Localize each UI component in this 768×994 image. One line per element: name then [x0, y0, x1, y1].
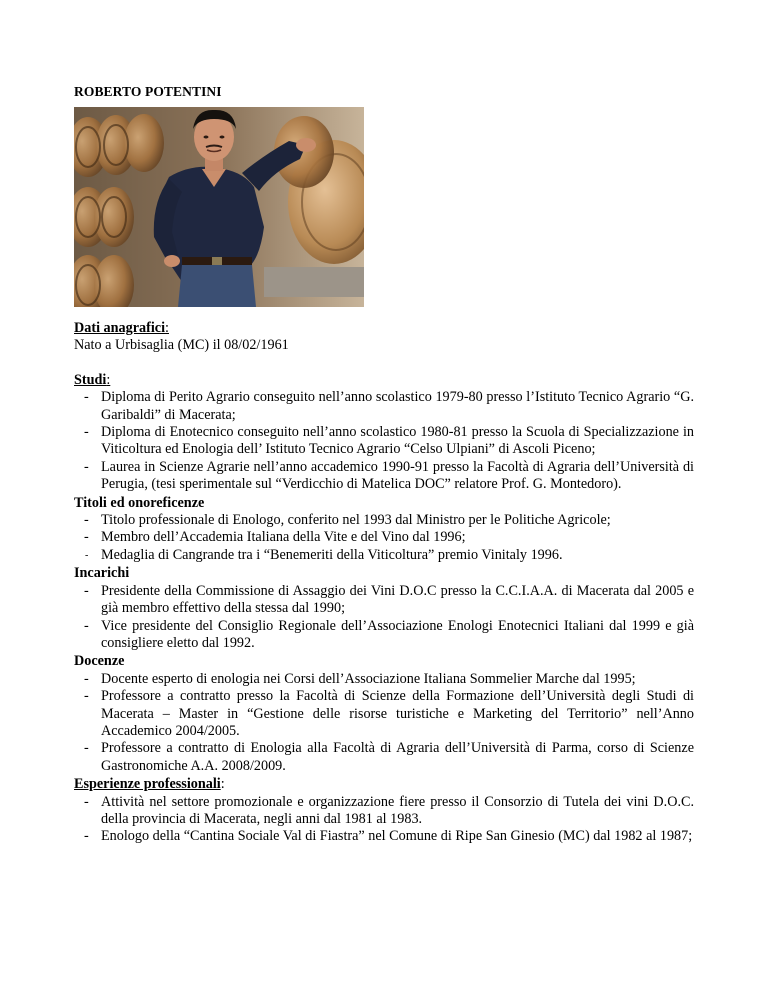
section-heading-docenze: Docenze: [74, 653, 125, 670]
heading-text: Esperienze professionali: [74, 776, 221, 793]
list-item: - Medaglia di Cangrande tra i “Benemeriti della Viticoltura” premio Vinitaly 1996.: [74, 547, 694, 564]
section-heading-titoli: Titoli ed onoreficenze: [74, 494, 205, 511]
heading-text: Studi: [74, 371, 107, 388]
birth-info: Nato a Urbisaglia (MC) il 08/02/1961: [74, 337, 289, 354]
cv-content: [74, 320, 694, 846]
list-item: - Professore a contratto di Enologia alla Facoltà di Agraria dell’Università di Parma, corso di Scienze Gastronomiche A.A. 2008/2009.: [74, 740, 694, 775]
section-heading-incarichi: Incarichi: [74, 565, 130, 582]
list-item: - Membro dell’Accademia Italiana della Vite e del Vino dal 1996;: [74, 529, 694, 546]
list-item: - Docente esperto di enologia nei Corsi dell’Associazione Italiana Sommelier Marche dal 1995;: [74, 671, 694, 688]
list-item: - Attività nel settore promozionale e organizzazione fiere presso il Consorzio di Tutela dei vini D.O.C. della provincia di Macerata, negli anni dal 1981 al 1983.: [74, 794, 694, 829]
list-item: - Diploma di Perito Agrario conseguito nell’anno scolastico 1979-80 presso l’Istituto Tecnico Agrario “G. Garibaldi” di Macerata;: [74, 389, 694, 424]
esperienze-list: [74, 794, 694, 846]
list-item: - Professore a contratto presso la Facoltà di Scienze della Formazione dell’Università degli Studi di Macerata – Master in “Gestione delle risorse turistiche e Marketing del Territorio” nell’Anno Accademico 2004/2005.: [74, 688, 694, 740]
docenze-list: [74, 671, 694, 775]
heading-text: Dati anagrafici: [74, 320, 166, 336]
section-heading-esperienze: Esperienze professionali:: [74, 776, 225, 793]
portrait-photo: [74, 107, 364, 307]
incarichi-list: [74, 583, 694, 653]
titoli-list: [74, 512, 694, 564]
list-item: - Enologo della “Cantina Sociale Val di Fiastra” nel Comune di Ripe San Ginesio (MC) dal 1982 al 1987;: [74, 828, 694, 845]
studi-list: [74, 389, 694, 493]
list-item: - Laurea in Scienze Agrarie nell’anno accademico 1990-91 presso la Facoltà di Agraria dell’Università di Perugia, (tesi sperimentale sul “Verdicchio di Matelica DOC” relatore Prof. G. Montedoro).: [74, 459, 694, 494]
list-item: - Presidente della Commissione di Assaggio dei Vini D.O.C presso la C.C.I.A.A. di Macerata dal 2005 e già membro effettivo della stessa dal 1990;: [74, 583, 694, 618]
section-heading-studi: Studi:: [74, 371, 111, 388]
list-item: - Diploma di Enotecnico conseguito nell’anno scolastico 1980-81 presso la Scuola di Specializzazione in Viticoltura ed Enologia dell’ Istituto Tecnico Agrario “Celso Ulpiani” di Ascoli Piceno;: [74, 424, 694, 459]
person-name: ROBERTO POTENTINI: [74, 84, 222, 99]
list-item: - Titolo professionale di Enologo, conferito nel 1993 dal Ministro per le Politiche Agricole;: [74, 512, 694, 529]
section-heading-anagrafici: Dati anagrafici:: [74, 320, 169, 336]
list-item: - Vice presidente del Consiglio Regionale dell’Associazione Enologi Enotecnici Italiani dal 1999 e già consigliere eletto dal 1992.: [74, 618, 694, 653]
